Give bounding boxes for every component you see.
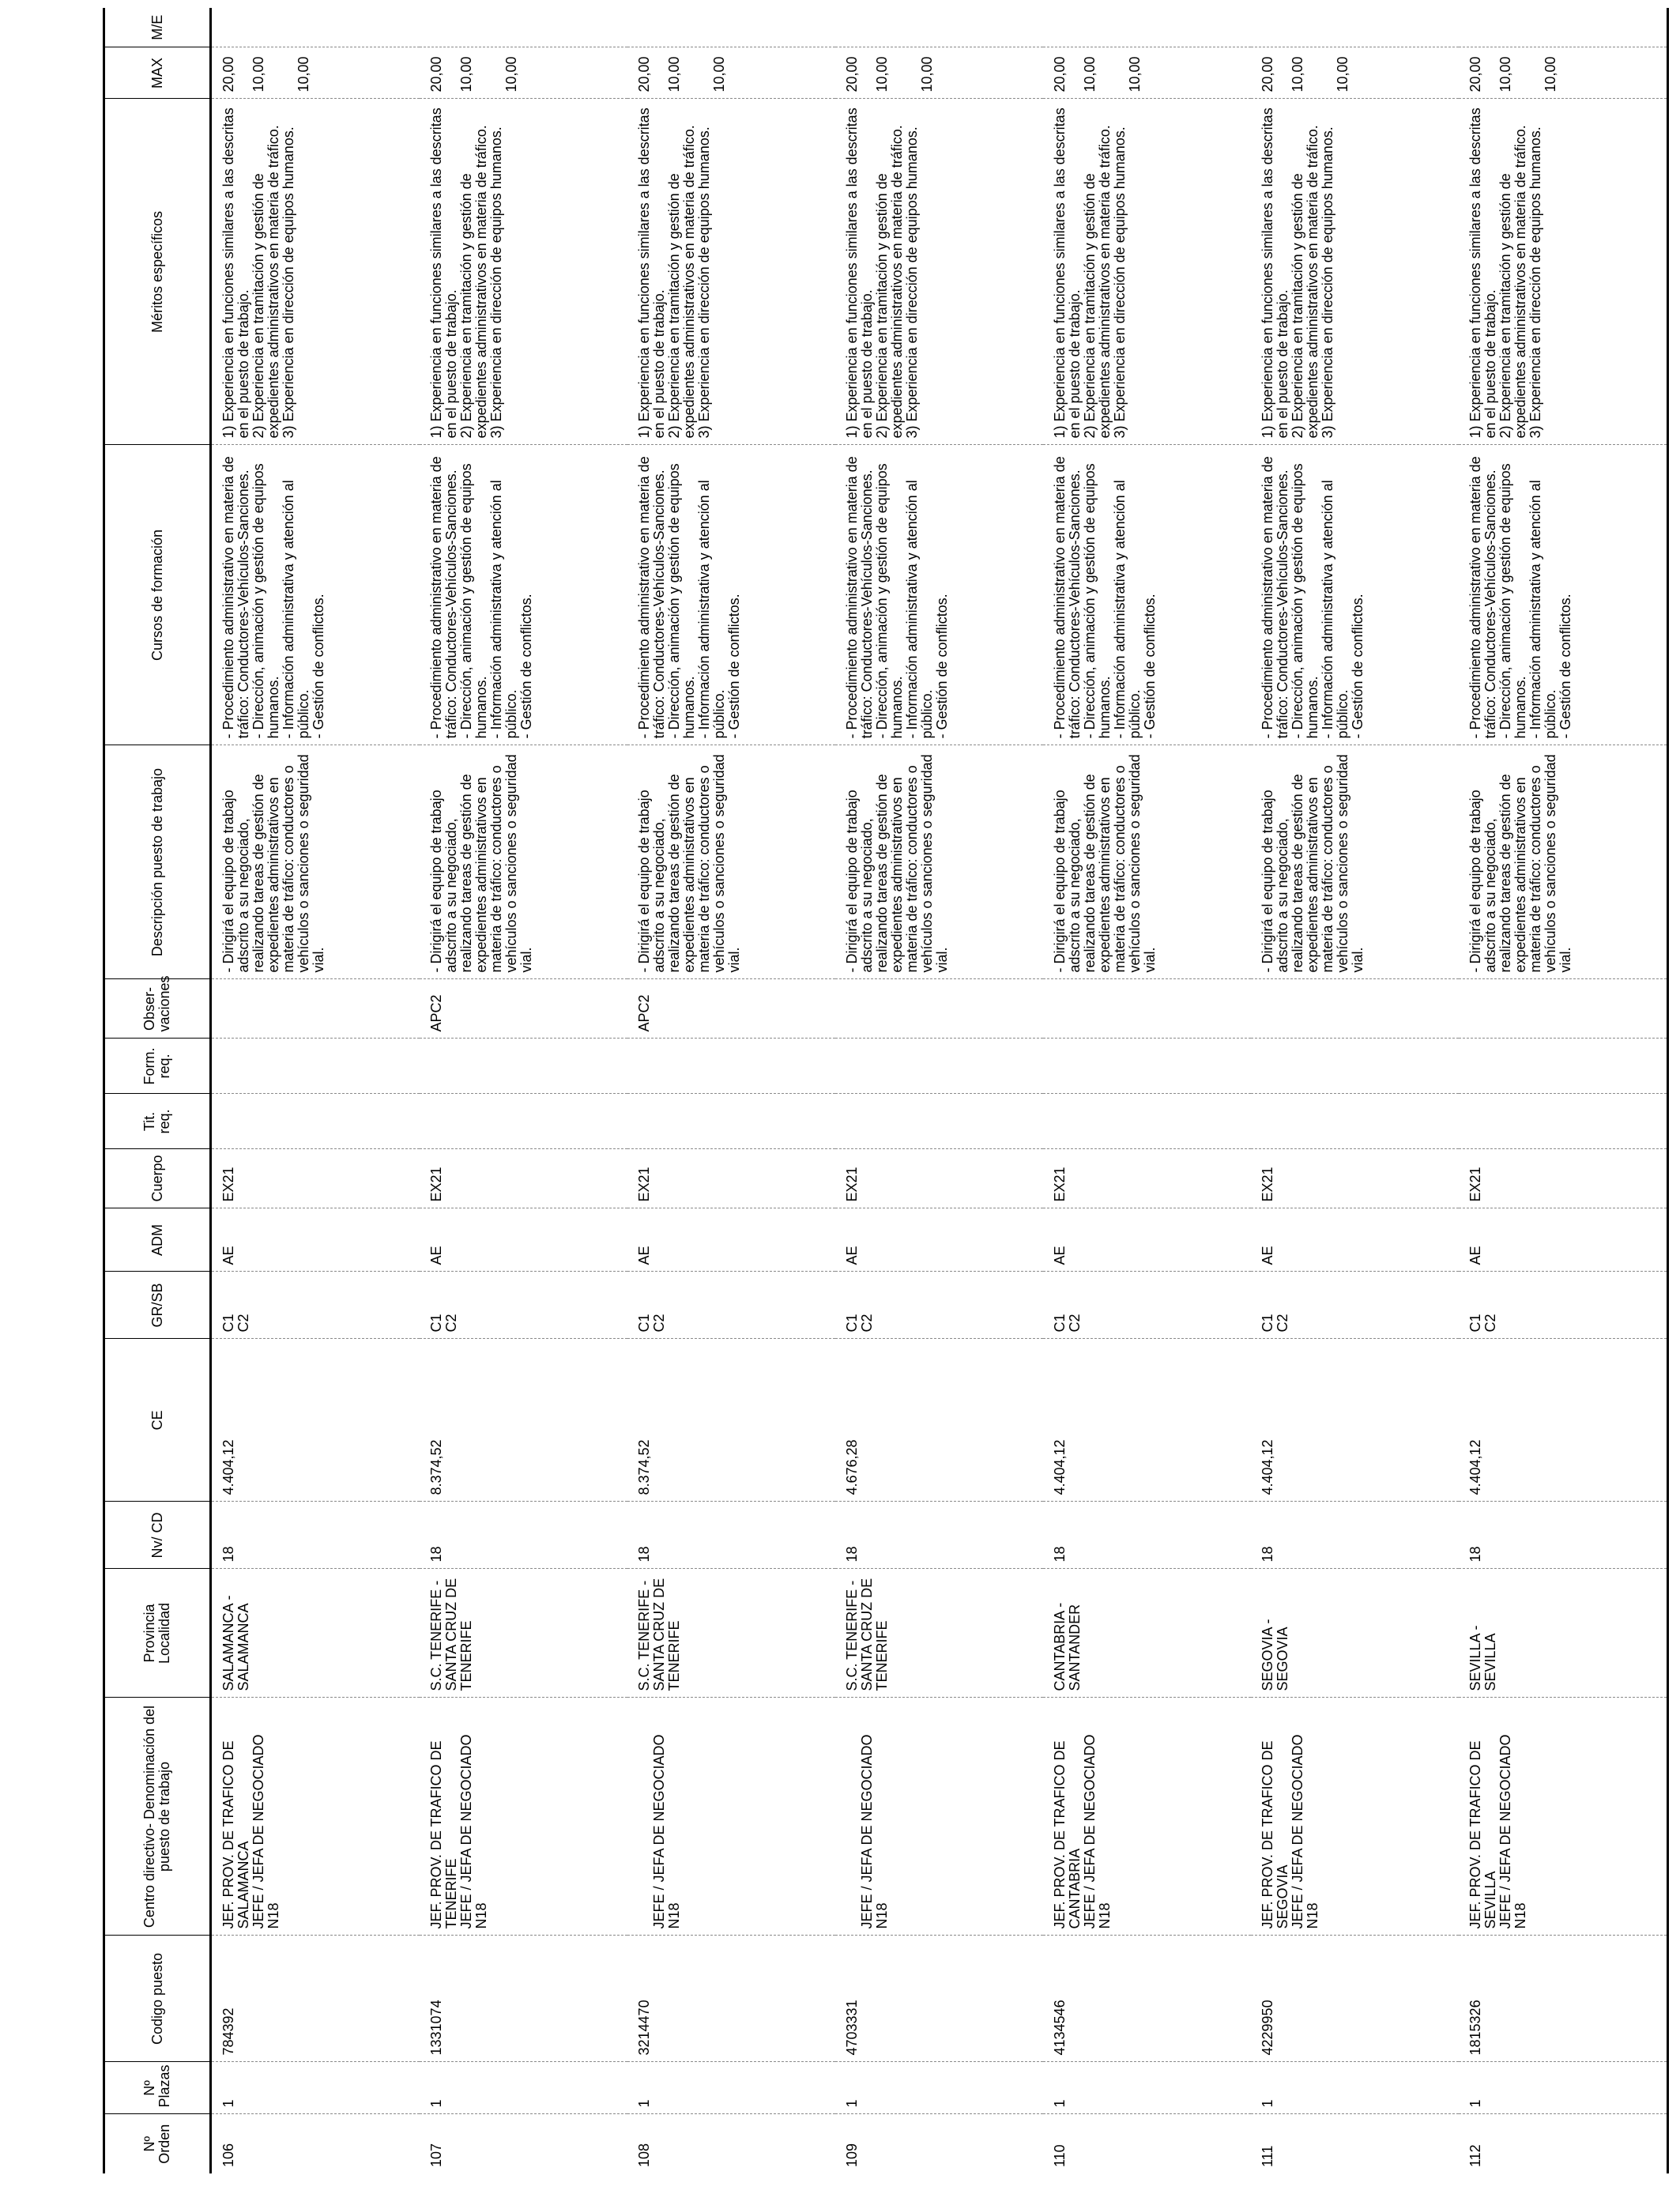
header-label: MAX <box>149 58 165 89</box>
positions-count-cell: 1 <box>1459 2062 1668 2114</box>
required-training-cell <box>420 1039 627 1094</box>
max-score-value: 20,00 <box>220 56 236 92</box>
specific-complement-cell: 4.404,12 <box>1043 1339 1251 1502</box>
required-training-cell <box>627 1039 835 1094</box>
corps-cell: EX21 <box>420 1149 627 1208</box>
max-score-value: 10,00 <box>711 56 727 92</box>
header-cell <box>104 1698 211 1936</box>
merit-type-cell <box>1251 8 1459 47</box>
max-score-value: 10,00 <box>1127 56 1143 92</box>
max-score-cell <box>835 47 1043 99</box>
header-cell <box>104 745 211 979</box>
positions-count-cell: 1 <box>835 2062 1043 2114</box>
positions-count-cell: 1 <box>627 2062 835 2114</box>
group-cell: C1 C2 <box>211 1272 420 1339</box>
max-score-value: 20,00 <box>428 56 444 92</box>
max-score-value: 10,00 <box>1543 56 1558 92</box>
max-score-value: 10,00 <box>503 56 519 92</box>
max-score-cell <box>420 47 627 99</box>
level-cell: 18 <box>420 1502 627 1569</box>
observations-cell <box>211 979 420 1039</box>
header-label: Nº Plazas <box>141 2064 172 2108</box>
merit-type-cell <box>420 8 627 47</box>
specific-merits-cell: 1) Experiencia en funciones similares a las descritas en el puesto de trabajo. 2) Experiencia en tramitación y gestión de expedientes administrativos en materia de tráfico. 3) Experiencia en dirección de equipos humanos. <box>1043 99 1251 445</box>
max-score-value: 10,00 <box>1335 56 1350 92</box>
required-degree-cell <box>1043 1094 1251 1149</box>
table-row <box>1043 8 1251 2173</box>
header-cell <box>104 1272 211 1339</box>
province-locality-cell: CANTABRIA - SANTANDER <box>1043 1569 1251 1698</box>
post-code-cell: 4134546 <box>1043 1936 1251 2062</box>
training-courses-cell: - Procedimiento administrativo en materia de tráfico: Conductores-Vehículos-Sanciones. - Dirección, animación y gestión de equipos humanos. - Información administrativa y atención al público. - Gestión de conflictos. <box>1459 445 1668 745</box>
observations-cell: APC2 <box>627 979 835 1039</box>
observations-cell <box>1043 979 1251 1039</box>
header-label: Descripción puesto de trabajo <box>149 767 165 957</box>
max-score-value: 10,00 <box>1082 56 1098 92</box>
level-cell: 18 <box>1459 1502 1668 1569</box>
max-score-value: 10,00 <box>458 56 474 92</box>
max-score-value: 20,00 <box>844 56 860 92</box>
header-cell <box>104 2062 211 2114</box>
post-name-cell: JEF. PROV. DE TRAFICO DE SEVILLA JEFE / JEFA DE NEGOCIADO N18 <box>1459 1698 1668 1936</box>
max-score-value: 10,00 <box>250 56 266 92</box>
post-code-cell: 4229950 <box>1251 1936 1459 2062</box>
order-number-cell: 109 <box>835 2114 1043 2173</box>
province-locality-cell: S.C. TENERIFE - SANTA CRUZ DE TENERIFE <box>627 1569 835 1698</box>
job-description-cell: - Dirigirá el equipo de trabajo adscrito a su negociado, realizando tareas de gestión de expedientes administrativos en materia de tráfico: conductores o vehículos o sanciones o seguridad vial. <box>627 745 835 979</box>
max-score-value: 20,00 <box>636 56 652 92</box>
post-code-cell: 3214470 <box>627 1936 835 2062</box>
province-locality-cell: S.C. TENERIFE - SANTA CRUZ DE TENERIFE <box>420 1569 627 1698</box>
administration-cell: AE <box>420 1208 627 1272</box>
post-code-cell: 1815326 <box>1459 1936 1668 2062</box>
specific-merits-cell: 1) Experiencia en funciones similares a las descritas en el puesto de trabajo. 2) Experiencia en tramitación y gestión de expedientes administrativos en materia de tráfico. 3) Experiencia en dirección de equipos humanos. <box>1251 99 1459 445</box>
max-score-cell <box>211 47 420 99</box>
header-label: Cuerpo <box>149 1155 165 1202</box>
specific-complement-cell: 4.676,28 <box>835 1339 1043 1502</box>
group-cell: C1 C2 <box>1251 1272 1459 1339</box>
max-score-value: 10,00 <box>666 56 682 92</box>
training-courses-cell: - Procedimiento administrativo en materia de tráfico: Conductores-Vehículos-Sanciones. - Dirección, animación y gestión de equipos humanos. - Información administrativa y atención al público. - Gestión de conflictos. <box>1043 445 1251 745</box>
max-score-value: 10,00 <box>1290 56 1305 92</box>
specific-merits-cell: 1) Experiencia en funciones similares a las descritas en el puesto de trabajo. 2) Experiencia en tramitación y gestión de expedientes administrativos en materia de tráfico. 3) Experiencia en dirección de equipos humanos. <box>627 99 835 445</box>
level-cell: 18 <box>627 1502 835 1569</box>
province-locality-cell: S.C. TENERIFE - SANTA CRUZ DE TENERIFE <box>835 1569 1043 1698</box>
order-number-cell: 106 <box>211 2114 420 2173</box>
header-cell <box>104 1208 211 1272</box>
header-cell <box>104 1339 211 1502</box>
specific-complement-cell: 4.404,12 <box>211 1339 420 1502</box>
post-name-cell: JEF. PROV. DE TRAFICO DE TENERIFE JEFE / JEFA DE NEGOCIADO N18 <box>420 1698 627 1936</box>
administration-cell: AE <box>835 1208 1043 1272</box>
max-score-value: 10,00 <box>919 56 935 92</box>
positions-count-cell: 1 <box>420 2062 627 2114</box>
order-number-cell: 112 <box>1459 2114 1668 2173</box>
administration-cell: AE <box>1459 1208 1668 1272</box>
order-number-cell: 107 <box>420 2114 627 2173</box>
table-row <box>211 8 420 2173</box>
specific-complement-cell: 4.404,12 <box>1459 1339 1668 1502</box>
header-cell <box>104 1039 211 1094</box>
required-degree-cell <box>627 1094 835 1149</box>
post-code-cell: 4703331 <box>835 1936 1043 2062</box>
province-locality-cell: SEGOVIA - SEGOVIA <box>1251 1569 1459 1698</box>
corps-cell: EX21 <box>627 1149 835 1208</box>
corps-cell: EX21 <box>1459 1149 1668 1208</box>
table-body <box>211 8 1668 2173</box>
corps-cell: EX21 <box>1043 1149 1251 1208</box>
specific-merits-cell: 1) Experiencia en funciones similares a las descritas en el puesto de trabajo. 2) Experiencia en tramitación y gestión de expedientes administrativos en materia de tráfico. 3) Experiencia en dirección de equipos humanos. <box>835 99 1043 445</box>
administration-cell: AE <box>627 1208 835 1272</box>
table-row <box>1251 8 1459 2173</box>
administration-cell: AE <box>1043 1208 1251 1272</box>
job-description-cell: - Dirigirá el equipo de trabajo adscrito a su negociado, realizando tareas de gestión de expedientes administrativos en materia de tráfico: conductores o vehículos o sanciones o seguridad vial. <box>1459 745 1668 979</box>
job-description-cell: - Dirigirá el equipo de trabajo adscrito a su negociado, realizando tareas de gestión de expedientes administrativos en materia de tráfico: conductores o vehículos o sanciones o seguridad vial. <box>835 745 1043 979</box>
required-training-cell <box>211 1039 420 1094</box>
specific-complement-cell: 8.374,52 <box>420 1339 627 1502</box>
table-row <box>835 8 1043 2173</box>
header-cell <box>104 1094 211 1149</box>
max-score-cell <box>627 47 835 99</box>
max-score-value: 20,00 <box>1260 56 1275 92</box>
max-score-value: 10,00 <box>874 56 890 92</box>
max-score-cell <box>1459 47 1668 99</box>
job-description-cell: - Dirigirá el equipo de trabajo adscrito a su negociado, realizando tareas de gestión de expedientes administrativos en materia de tráfico: conductores o vehículos o sanciones o seguridad vial. <box>1043 745 1251 979</box>
required-degree-cell <box>420 1094 627 1149</box>
training-courses-cell: - Procedimiento administrativo en materia de tráfico: Conductores-Vehículos-Sanciones. - Dirección, animación y gestión de equipos humanos. - Información administrativa y atención al público. - Gestión de conflictos. <box>835 445 1043 745</box>
max-score-value: 10,00 <box>296 56 311 92</box>
header-cell <box>104 99 211 445</box>
group-cell: C1 C2 <box>420 1272 627 1339</box>
administration-cell: AE <box>1251 1208 1459 1272</box>
header-cell <box>104 8 211 47</box>
merit-type-cell <box>1043 8 1251 47</box>
required-degree-cell <box>1251 1094 1459 1149</box>
post-name-cell: JEFE / JEFA DE NEGOCIADO N18 <box>835 1698 1043 1936</box>
header-cell <box>104 47 211 99</box>
merit-type-cell <box>627 8 835 47</box>
training-courses-cell: - Procedimiento administrativo en materia de tráfico: Conductores-Vehículos-Sanciones. - Dirección, animación y gestión de equipos humanos. - Información administrativa y atención al público. - Gestión de conflictos. <box>627 445 835 745</box>
positions-count-cell: 1 <box>1043 2062 1251 2114</box>
header-cell <box>104 2114 211 2173</box>
required-training-cell <box>1043 1039 1251 1094</box>
corps-cell: EX21 <box>211 1149 420 1208</box>
merit-type-cell <box>835 8 1043 47</box>
post-code-cell: 784392 <box>211 1936 420 2062</box>
table-row <box>627 8 835 2173</box>
header-label: Form. req. <box>141 1047 172 1085</box>
table-row <box>1459 8 1668 2173</box>
order-number-cell: 108 <box>627 2114 835 2173</box>
max-score-value: 20,00 <box>1467 56 1483 92</box>
required-training-cell <box>835 1039 1043 1094</box>
training-courses-cell: - Procedimiento administrativo en materia de tráfico: Conductores-Vehículos-Sanciones. - Dirección, animación y gestión de equipos humanos. - Información administrativa y atención al público. - Gestión de conflictos. <box>211 445 420 745</box>
header-label: Tit. req. <box>141 1109 172 1134</box>
header-label: ADM <box>149 1224 165 1256</box>
positions-count-cell: 1 <box>211 2062 420 2114</box>
observations-cell <box>1459 979 1668 1039</box>
post-name-cell: JEFE / JEFA DE NEGOCIADO N18 <box>627 1698 835 1936</box>
header-label: M/E <box>149 14 165 40</box>
rotated-page <box>103 14 1636 2173</box>
header-label: Provincia Localidad <box>141 1602 172 1664</box>
job-description-cell: - Dirigirá el equipo de trabajo adscrito a su negociado, realizando tareas de gestión de expedientes administrativos en materia de tráfico: conductores o vehículos o sanciones o seguridad vial. <box>1251 745 1459 979</box>
observations-cell: APC2 <box>420 979 627 1039</box>
required-training-cell <box>1251 1039 1459 1094</box>
observations-cell <box>1251 979 1459 1039</box>
job-description-cell: - Dirigirá el equipo de trabajo adscrito a su negociado, realizando tareas de gestión de expedientes administrativos en materia de tráfico: conductores o vehículos o sanciones o seguridad vial. <box>420 745 627 979</box>
specific-merits-cell: 1) Experiencia en funciones similares a las descritas en el puesto de trabajo. 2) Experiencia en tramitación y gestión de expedientes administrativos en materia de tráfico. 3) Experiencia en dirección de equipos humanos. <box>211 99 420 445</box>
header-cell <box>104 1502 211 1569</box>
order-number-cell: 110 <box>1043 2114 1251 2173</box>
post-name-cell: JEF. PROV. DE TRAFICO DE SALAMANCA JEFE / JEFA DE NEGOCIADO N18 <box>211 1698 420 1936</box>
max-score-cell <box>1043 47 1251 99</box>
header-cell <box>104 445 211 745</box>
positions-count-cell: 1 <box>1251 2062 1459 2114</box>
header-label: CE <box>149 1410 165 1431</box>
max-score-cell <box>1251 47 1459 99</box>
max-score-value: 10,00 <box>1497 56 1513 92</box>
order-number-cell: 111 <box>1251 2114 1459 2173</box>
observations-cell <box>835 979 1043 1039</box>
table-row <box>420 8 627 2173</box>
corps-cell: EX21 <box>835 1149 1043 1208</box>
post-name-cell: JEF. PROV. DE TRAFICO DE CANTABRIA JEFE / JEFA DE NEGOCIADO N18 <box>1043 1698 1251 1936</box>
header-label: GR/SB <box>149 1283 165 1328</box>
group-cell: C1 C2 <box>627 1272 835 1339</box>
level-cell: 18 <box>1043 1502 1251 1569</box>
header-cell <box>104 1936 211 2062</box>
required-degree-cell <box>211 1094 420 1149</box>
header-label: Centro directivo- Denominación del puesto de trabajo <box>141 1705 172 1928</box>
header-label: Méritos específicos <box>149 210 165 334</box>
required-degree-cell <box>835 1094 1043 1149</box>
specific-merits-cell: 1) Experiencia en funciones similares a las descritas en el puesto de trabajo. 2) Experiencia en tramitación y gestión de expedientes administrativos en materia de tráfico. 3) Experiencia en dirección de equipos humanos. <box>420 99 627 445</box>
header-row <box>104 8 211 2173</box>
header-cell <box>104 975 211 1039</box>
merit-type-cell <box>1459 8 1668 47</box>
header-label: Cursos de formación <box>149 529 165 662</box>
province-locality-cell: SEVILLA - SEVILLA <box>1459 1569 1668 1698</box>
level-cell: 18 <box>835 1502 1043 1569</box>
header-cell <box>104 1149 211 1208</box>
max-score-value: 20,00 <box>1052 56 1068 92</box>
required-degree-cell <box>1459 1094 1668 1149</box>
header-cell <box>104 1569 211 1698</box>
training-courses-cell: - Procedimiento administrativo en materia de tráfico: Conductores-Vehículos-Sanciones. - Dirección, animación y gestión de equipos humanos. - Información administrativa y atención al público. - Gestión de conflictos. <box>420 445 627 745</box>
merit-type-cell <box>211 8 420 47</box>
job-description-cell: - Dirigirá el equipo de trabajo adscrito a su negociado, realizando tareas de gestión de expedientes administrativos en materia de tráfico: conductores o vehículos o sanciones o seguridad vial. <box>211 745 420 979</box>
required-training-cell <box>1459 1039 1668 1094</box>
header-label: Nº Orden <box>141 2124 172 2164</box>
specific-merits-cell: 1) Experiencia en funciones similares a las descritas en el puesto de trabajo. 2) Experiencia en tramitación y gestión de expedientes administrativos en materia de tráfico. 3) Experiencia en dirección de equipos humanos. <box>1459 99 1668 445</box>
corps-cell: EX21 <box>1251 1149 1459 1208</box>
level-cell: 18 <box>1251 1502 1459 1569</box>
training-courses-cell: - Procedimiento administrativo en materia de tráfico: Conductores-Vehículos-Sanciones. - Dirección, animación y gestión de equipos humanos. - Información administrativa y atención al público. - Gestión de conflictos. <box>1251 445 1459 745</box>
specific-complement-cell: 4.404,12 <box>1251 1339 1459 1502</box>
level-cell: 18 <box>211 1502 420 1569</box>
administration-cell: AE <box>211 1208 420 1272</box>
province-locality-cell: SALAMANCA - SALAMANCA <box>211 1569 420 1698</box>
vacancies-table <box>103 8 1669 2173</box>
group-cell: C1 C2 <box>1459 1272 1668 1339</box>
specific-complement-cell: 8.374,52 <box>627 1339 835 1502</box>
group-cell: C1 C2 <box>835 1272 1043 1339</box>
header-label: Obser- vaciones <box>141 975 172 1032</box>
header-label: Codigo puesto <box>149 1952 165 2045</box>
post-name-cell: JEF. PROV. DE TRAFICO DE SEGOVIA JEFE / JEFA DE NEGOCIADO N18 <box>1251 1698 1459 1936</box>
group-cell: C1 C2 <box>1043 1272 1251 1339</box>
post-code-cell: 1331074 <box>420 1936 627 2062</box>
header-label: Nv/ CD <box>149 1512 165 1559</box>
